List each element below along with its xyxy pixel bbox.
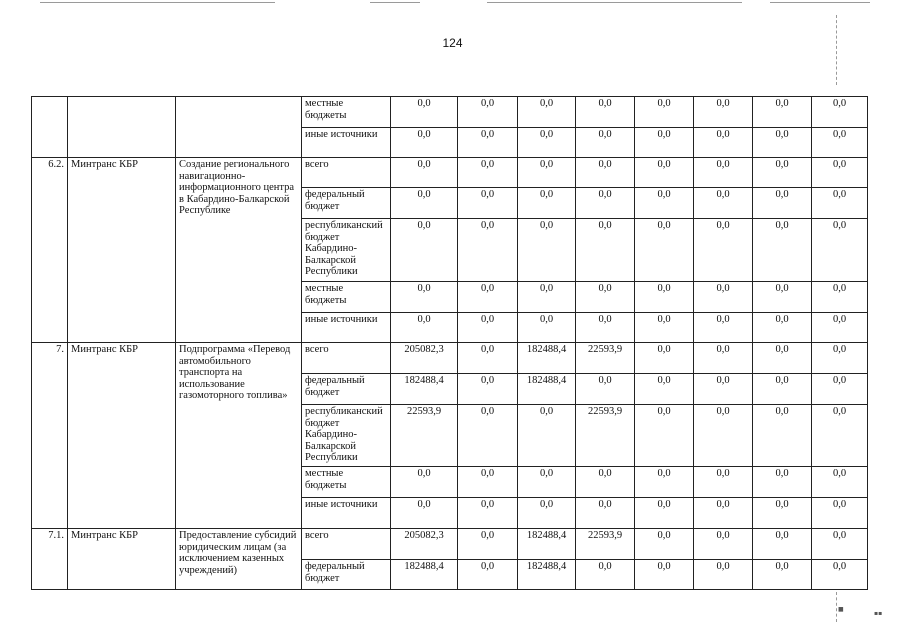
amount-cell — [391, 560, 458, 590]
amount-cell — [694, 188, 753, 219]
amount-cell — [518, 188, 576, 219]
funding-source-cell: республиканский бюджет Кабардино-Балкарской Республики — [302, 219, 391, 282]
amount-value: 205082,3 — [404, 344, 444, 355]
amount-cell — [576, 219, 635, 282]
amount-cell — [518, 529, 576, 560]
amount-cell — [458, 467, 518, 498]
amount-cell — [635, 405, 694, 467]
amount-value: 0,0 — [775, 283, 789, 294]
amount-cell — [391, 282, 458, 313]
amount-cell — [753, 188, 812, 219]
amount-value: 0,0 — [480, 499, 495, 510]
amount-value: 22593,9 — [587, 344, 623, 355]
amount-cell — [518, 282, 576, 313]
amount-cell — [576, 97, 635, 128]
amount-value: 0,0 — [417, 314, 431, 325]
funding-source-cell: всего — [302, 343, 391, 374]
funding-source-cell: федеральный бюджет — [302, 560, 391, 590]
amount-cell — [391, 498, 458, 529]
amount-cell — [694, 97, 753, 128]
funding-source-cell: федеральный бюджет — [302, 188, 391, 219]
amount-cell — [753, 467, 812, 498]
amount-value: 0,0 — [480, 283, 495, 294]
amount-cell — [458, 188, 518, 219]
page-number: 124 — [442, 36, 463, 50]
amount-value: 0,0 — [657, 561, 671, 572]
amount-value: 0,0 — [775, 98, 789, 109]
activity-name-cell — [176, 97, 302, 158]
amount-value: 0,0 — [657, 189, 671, 200]
amount-value: 0,0 — [775, 530, 789, 541]
funding-source-cell: местные бюджеты — [302, 282, 391, 313]
amount-cell — [694, 282, 753, 313]
amount-cell — [812, 188, 868, 219]
scan-speck: ■ — [838, 606, 844, 613]
funding-source-cell: местные бюджеты — [302, 97, 391, 128]
funding-source-cell: республиканский бюджет Кабардино-Балкарской Республики — [302, 405, 391, 467]
row-number — [32, 97, 68, 158]
amount-value: 0,0 — [832, 314, 847, 325]
amount-cell — [812, 282, 868, 313]
amount-cell — [812, 219, 868, 282]
amount-cell — [635, 374, 694, 405]
amount-value: 0,0 — [832, 159, 847, 170]
amount-value: 0,0 — [417, 159, 431, 170]
funding-source-cell: иные источники — [302, 313, 391, 343]
amount-cell — [518, 343, 576, 374]
amount-cell — [458, 498, 518, 529]
funding-source-cell: всего — [302, 158, 391, 188]
table-row — [32, 97, 868, 128]
amount-value: 0,0 — [539, 129, 554, 140]
amount-cell — [753, 405, 812, 467]
amount-cell — [576, 282, 635, 313]
amount-value: 0,0 — [539, 189, 554, 200]
amount-cell — [694, 498, 753, 529]
amount-cell — [694, 313, 753, 343]
amount-value: 22593,9 — [587, 530, 623, 541]
amount-value: 0,0 — [480, 375, 495, 386]
amount-value: 0,0 — [598, 375, 612, 386]
amount-value: 0,0 — [539, 159, 554, 170]
amount-value: 0,0 — [598, 189, 612, 200]
amount-value: 0,0 — [775, 344, 789, 355]
scan-edge-line — [770, 2, 870, 3]
amount-cell — [753, 97, 812, 128]
amount-value: 0,0 — [539, 468, 554, 479]
amount-cell — [576, 405, 635, 467]
amount-value: 0,0 — [480, 159, 495, 170]
budget-table — [31, 96, 868, 590]
amount-cell — [694, 343, 753, 374]
amount-value: 0,0 — [657, 530, 671, 541]
amount-value: 0,0 — [832, 283, 847, 294]
amount-value: 0,0 — [657, 129, 671, 140]
amount-cell — [458, 405, 518, 467]
amount-value: 0,0 — [716, 283, 730, 294]
row-number: 7.1. — [32, 529, 68, 590]
scan-speck: ▪▪ — [874, 610, 883, 617]
amount-cell — [391, 97, 458, 128]
amount-value: 0,0 — [598, 159, 612, 170]
amount-cell — [753, 529, 812, 560]
amount-cell — [391, 313, 458, 343]
amount-value: 182488,4 — [526, 344, 567, 355]
amount-cell — [635, 219, 694, 282]
amount-value: 0,0 — [417, 98, 431, 109]
amount-value: 0,0 — [539, 283, 554, 294]
amount-cell — [635, 188, 694, 219]
amount-cell — [458, 97, 518, 128]
executor-cell: Минтранс КБР — [68, 343, 176, 529]
amount-value: 0,0 — [480, 220, 495, 231]
amount-value: 0,0 — [716, 561, 730, 572]
amount-value: 0,0 — [832, 499, 847, 510]
amount-value: 0,0 — [832, 98, 847, 109]
amount-cell — [812, 97, 868, 128]
amount-value: 0,0 — [775, 159, 789, 170]
amount-cell — [635, 498, 694, 529]
amount-cell — [518, 374, 576, 405]
amount-cell — [812, 313, 868, 343]
amount-value: 0,0 — [480, 468, 495, 479]
amount-value: 0,0 — [657, 220, 671, 231]
amount-cell — [635, 343, 694, 374]
amount-value: 0,0 — [775, 468, 789, 479]
amount-cell — [635, 529, 694, 560]
amount-cell — [635, 97, 694, 128]
amount-cell — [812, 529, 868, 560]
activity-name-cell: Предоставление субсидий юридическим лицам (за исключением казенных учреждений) — [176, 529, 302, 590]
amount-cell — [812, 158, 868, 188]
amount-cell — [635, 282, 694, 313]
amount-value: 182488,4 — [526, 375, 567, 386]
amount-value: 182488,4 — [404, 561, 444, 572]
table-row — [32, 343, 868, 374]
amount-cell — [812, 343, 868, 374]
amount-value: 0,0 — [539, 98, 554, 109]
amount-cell — [694, 158, 753, 188]
amount-value: 0,0 — [417, 129, 431, 140]
amount-value: 0,0 — [539, 314, 554, 325]
amount-cell — [391, 128, 458, 158]
amount-cell — [518, 97, 576, 128]
amount-value: 0,0 — [716, 159, 730, 170]
amount-cell — [391, 374, 458, 405]
amount-value: 0,0 — [417, 468, 431, 479]
amount-value: 0,0 — [775, 375, 789, 386]
amount-value: 0,0 — [598, 314, 612, 325]
amount-value: 0,0 — [480, 98, 495, 109]
amount-cell — [694, 374, 753, 405]
amount-cell — [753, 219, 812, 282]
amount-value: 0,0 — [775, 189, 789, 200]
funding-source-cell: местные бюджеты — [302, 467, 391, 498]
funding-source-cell: иные источники — [302, 498, 391, 529]
amount-cell — [391, 188, 458, 219]
amount-value: 0,0 — [832, 220, 847, 231]
amount-value: 0,0 — [775, 499, 789, 510]
amount-value: 0,0 — [480, 561, 495, 572]
amount-cell — [753, 560, 812, 590]
funding-source-cell: иные источники — [302, 128, 391, 158]
amount-value: 0,0 — [480, 530, 495, 541]
funding-source-cell: всего — [302, 529, 391, 560]
amount-value: 22593,9 — [406, 406, 442, 417]
activity-name-cell: Подпрограмма «Перевод автомобильного транспорта на использование газомоторного топлива» — [176, 343, 302, 529]
amount-cell — [458, 219, 518, 282]
amount-value: 0,0 — [480, 344, 495, 355]
amount-cell — [576, 467, 635, 498]
scan-edge-line — [40, 2, 275, 3]
amount-value: 0,0 — [775, 561, 789, 572]
amount-cell — [518, 158, 576, 188]
scan-fold-mark — [836, 15, 837, 85]
amount-cell — [694, 405, 753, 467]
amount-cell — [391, 529, 458, 560]
amount-value: 0,0 — [832, 344, 847, 355]
amount-value: 0,0 — [716, 406, 730, 417]
amount-value: 0,0 — [417, 220, 431, 231]
amount-cell — [694, 560, 753, 590]
amount-value: 0,0 — [775, 314, 789, 325]
table-row — [32, 158, 868, 188]
amount-value: 0,0 — [539, 220, 554, 231]
table-row — [32, 529, 868, 560]
amount-value: 0,0 — [657, 314, 671, 325]
amount-cell — [576, 158, 635, 188]
amount-cell — [576, 188, 635, 219]
amount-value: 0,0 — [832, 468, 847, 479]
amount-value: 0,0 — [775, 220, 789, 231]
amount-cell — [518, 405, 576, 467]
amount-value: 0,0 — [480, 189, 495, 200]
amount-cell — [391, 158, 458, 188]
amount-cell — [518, 219, 576, 282]
amount-value: 0,0 — [716, 314, 730, 325]
amount-value: 182488,4 — [404, 375, 444, 386]
amount-cell — [635, 313, 694, 343]
amount-value: 0,0 — [832, 129, 847, 140]
amount-cell — [576, 529, 635, 560]
amount-value: 0,0 — [417, 283, 431, 294]
amount-value: 0,0 — [775, 129, 789, 140]
amount-value: 0,0 — [480, 406, 495, 417]
amount-value: 0,0 — [657, 499, 671, 510]
amount-cell — [812, 467, 868, 498]
amount-cell — [458, 282, 518, 313]
amount-value: 0,0 — [480, 314, 495, 325]
scan-edge-line — [370, 2, 420, 3]
amount-cell — [753, 343, 812, 374]
amount-value: 0,0 — [657, 344, 671, 355]
amount-value: 0,0 — [716, 98, 730, 109]
amount-cell — [391, 467, 458, 498]
amount-cell — [458, 560, 518, 590]
amount-cell — [518, 560, 576, 590]
amount-cell — [391, 219, 458, 282]
amount-cell — [458, 158, 518, 188]
scan-fold-mark — [836, 592, 837, 622]
amount-value: 0,0 — [417, 499, 431, 510]
amount-cell — [576, 313, 635, 343]
amount-value: 0,0 — [657, 375, 671, 386]
amount-cell — [753, 158, 812, 188]
amount-value: 0,0 — [832, 375, 847, 386]
amount-cell — [812, 374, 868, 405]
amount-cell — [391, 343, 458, 374]
amount-value: 0,0 — [832, 406, 847, 417]
amount-cell — [753, 498, 812, 529]
row-number: 7. — [32, 343, 68, 529]
funding-source-cell: федеральный бюджет — [302, 374, 391, 405]
amount-cell — [518, 498, 576, 529]
amount-cell — [812, 128, 868, 158]
amount-value: 0,0 — [539, 499, 554, 510]
amount-value: 0,0 — [832, 189, 847, 200]
amount-cell — [458, 374, 518, 405]
amount-cell — [391, 405, 458, 467]
executor-cell — [68, 97, 176, 158]
amount-cell — [518, 313, 576, 343]
amount-value: 0,0 — [716, 344, 730, 355]
amount-value: 0,0 — [832, 530, 847, 541]
amount-value: 0,0 — [598, 220, 612, 231]
amount-cell — [458, 313, 518, 343]
scan-edge-line — [487, 2, 742, 3]
amount-cell — [576, 128, 635, 158]
amount-value: 0,0 — [598, 98, 612, 109]
amount-cell — [518, 128, 576, 158]
amount-value: 0,0 — [598, 129, 612, 140]
amount-value: 0,0 — [657, 468, 671, 479]
amount-cell — [635, 128, 694, 158]
amount-value: 0,0 — [716, 220, 730, 231]
amount-value: 0,0 — [716, 129, 730, 140]
amount-value: 0,0 — [598, 283, 612, 294]
amount-cell — [753, 313, 812, 343]
amount-value: 0,0 — [716, 530, 730, 541]
amount-cell — [458, 529, 518, 560]
amount-cell — [694, 219, 753, 282]
amount-cell — [694, 529, 753, 560]
amount-value: 22593,9 — [587, 406, 623, 417]
amount-cell — [753, 128, 812, 158]
amount-cell — [812, 405, 868, 467]
amount-value: 0,0 — [716, 468, 730, 479]
amount-value: 182488,4 — [526, 530, 567, 541]
amount-cell — [576, 343, 635, 374]
amount-value: 0,0 — [657, 406, 671, 417]
amount-cell — [812, 560, 868, 590]
amount-value: 0,0 — [716, 189, 730, 200]
amount-cell — [694, 467, 753, 498]
amount-value: 182488,4 — [526, 561, 567, 572]
amount-cell — [635, 467, 694, 498]
amount-value: 0,0 — [598, 499, 612, 510]
amount-cell — [576, 498, 635, 529]
amount-value: 0,0 — [657, 283, 671, 294]
activity-name-cell: Создание регионального навигационно-информационного центра в Кабардино-Балкарской Республике — [176, 158, 302, 343]
amount-value: 0,0 — [657, 98, 671, 109]
amount-cell — [635, 560, 694, 590]
amount-cell — [694, 128, 753, 158]
amount-value: 0,0 — [598, 561, 612, 572]
amount-value: 0,0 — [480, 129, 495, 140]
amount-value: 0,0 — [775, 406, 789, 417]
amount-cell — [576, 374, 635, 405]
amount-value: 205082,3 — [404, 530, 444, 541]
amount-value: 0,0 — [539, 406, 554, 417]
amount-cell — [518, 467, 576, 498]
executor-cell: Минтранс КБР — [68, 529, 176, 590]
amount-value: 0,0 — [716, 499, 730, 510]
executor-cell: Минтранс КБР — [68, 158, 176, 343]
amount-cell — [635, 158, 694, 188]
amount-cell — [812, 498, 868, 529]
amount-value: 0,0 — [832, 561, 847, 572]
amount-cell — [576, 560, 635, 590]
amount-value: 0,0 — [417, 189, 431, 200]
row-number: 6.2. — [32, 158, 68, 343]
amount-cell — [458, 343, 518, 374]
amount-cell — [753, 282, 812, 313]
amount-cell — [753, 374, 812, 405]
amount-cell — [458, 128, 518, 158]
amount-value: 0,0 — [657, 159, 671, 170]
amount-value: 0,0 — [598, 468, 612, 479]
amount-value: 0,0 — [716, 375, 730, 386]
